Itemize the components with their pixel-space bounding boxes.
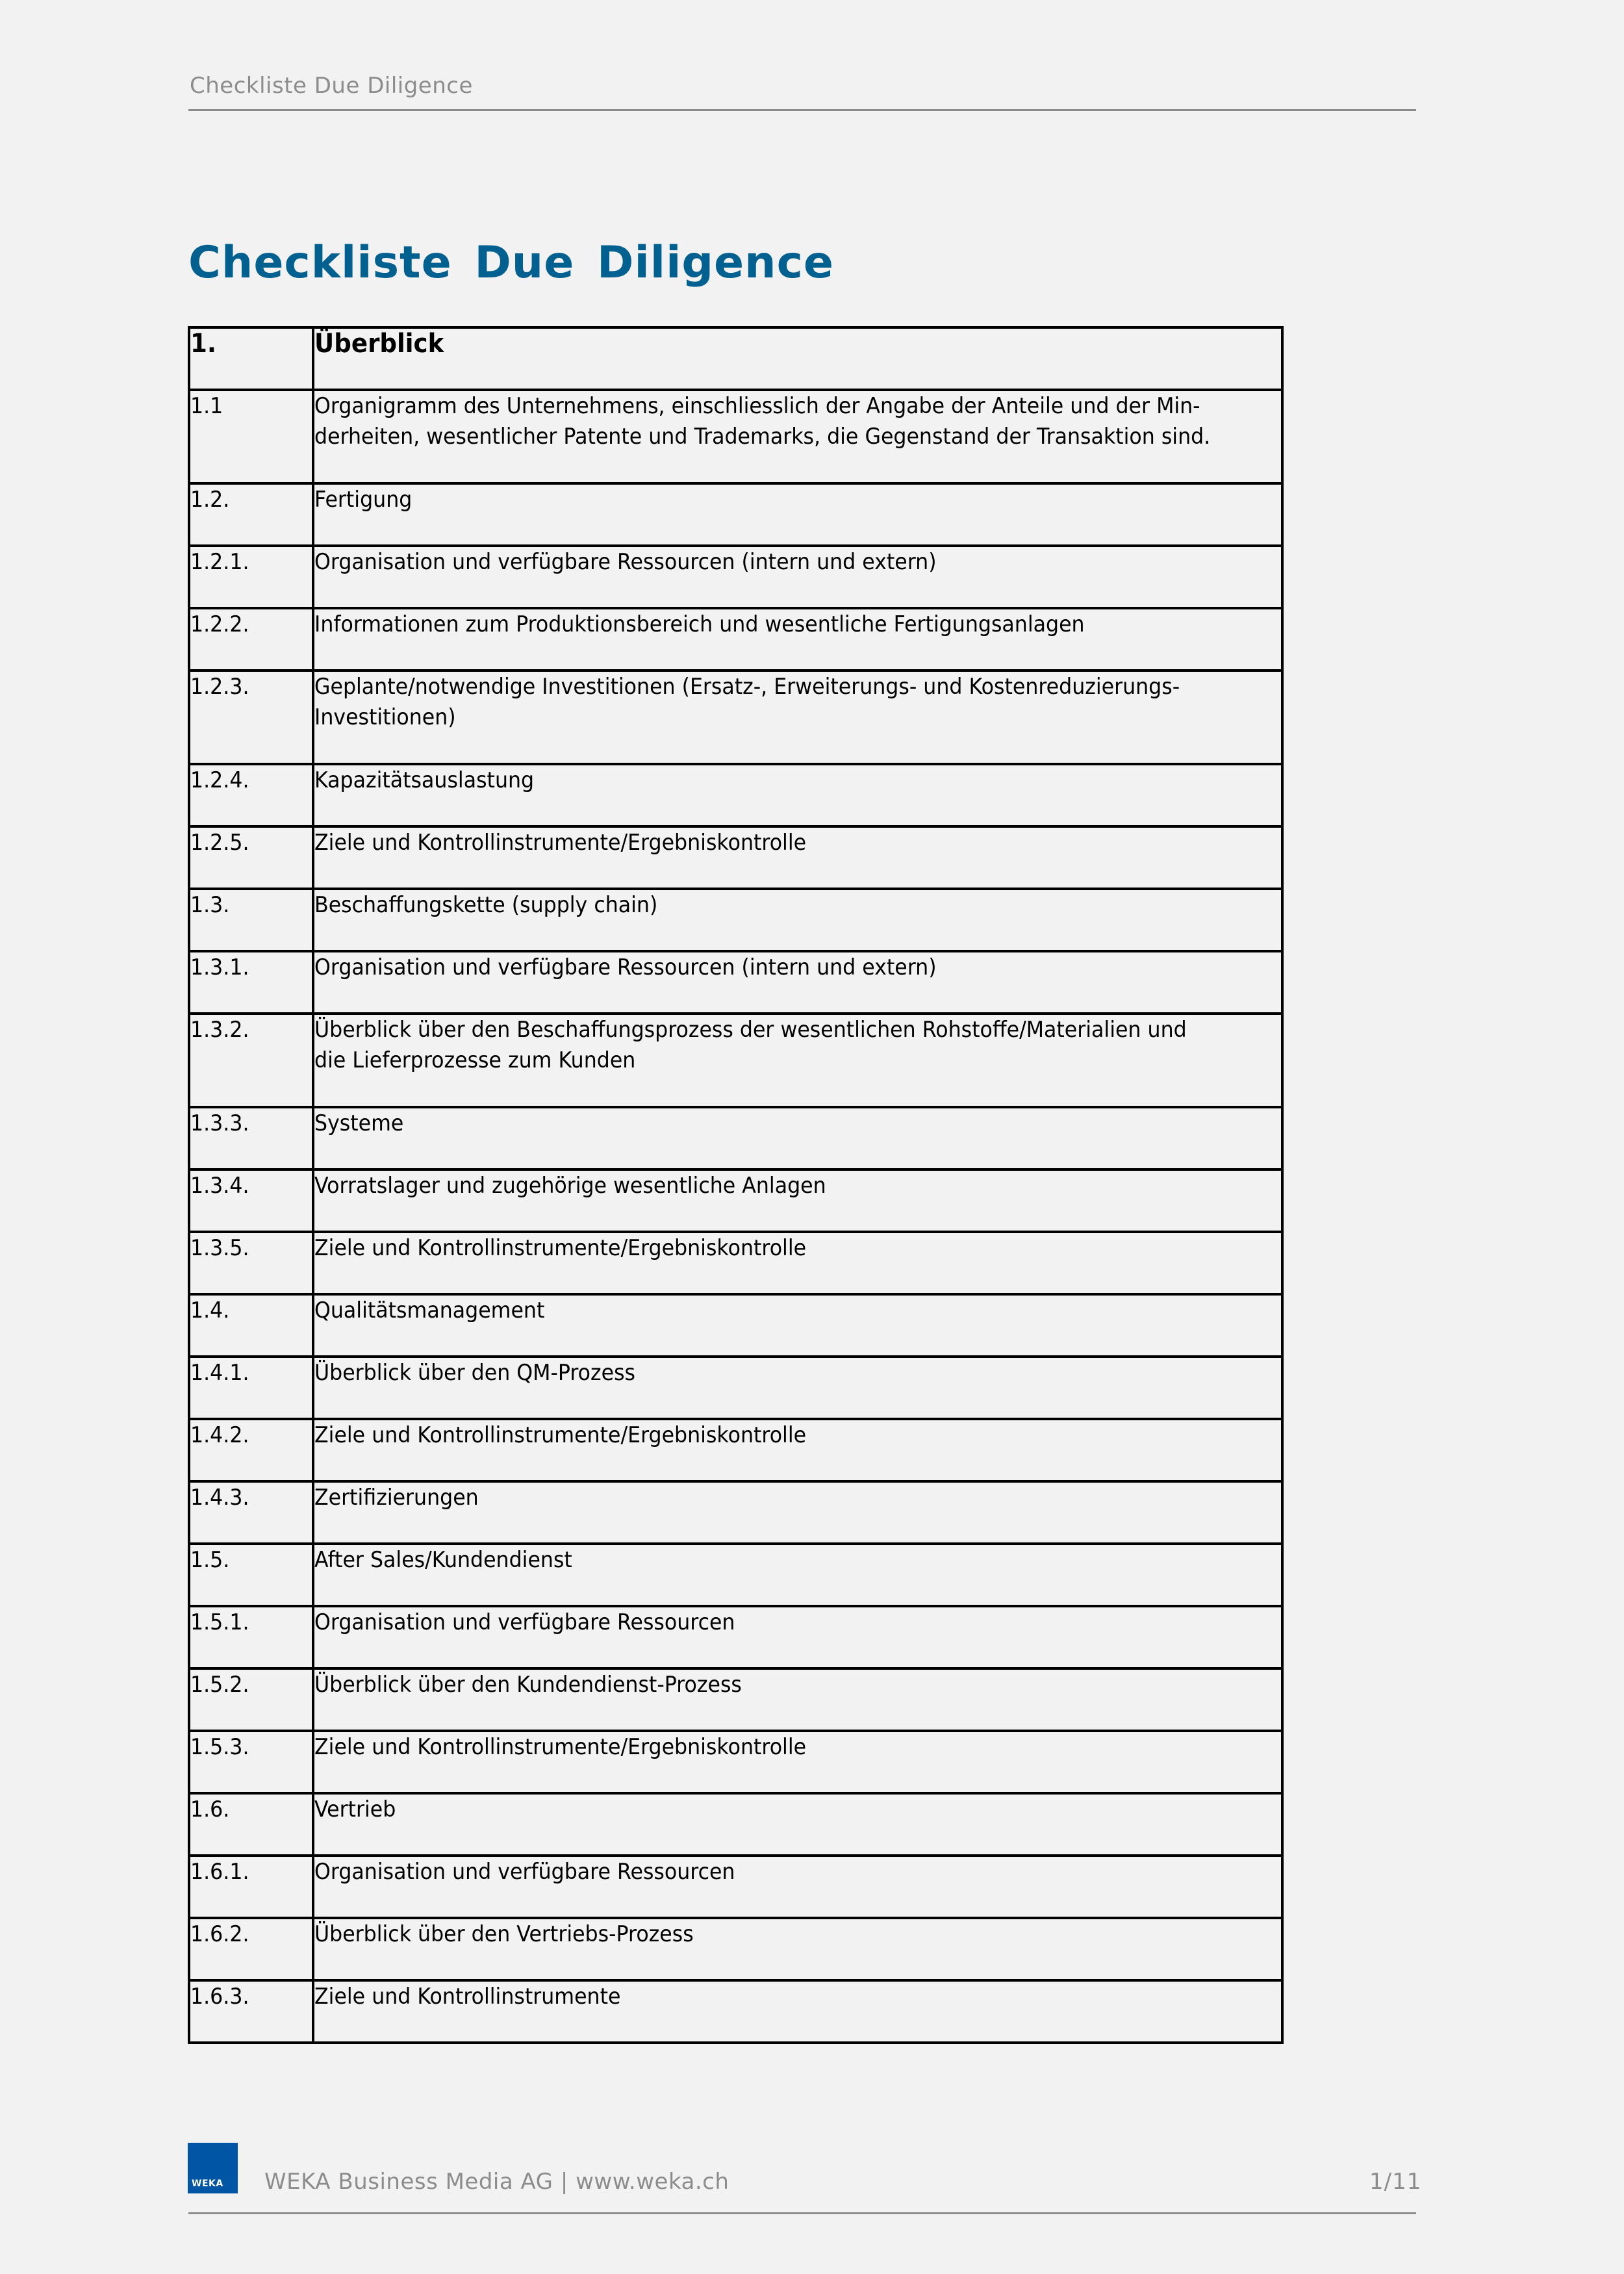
footer-divider — [188, 2212, 1416, 2214]
item-text: Organisation und verfügbare Ressourcen — [313, 1606, 1282, 1668]
item-number: 1.4.3. — [189, 1481, 313, 1544]
item-number: 1.3.2. — [189, 1014, 313, 1107]
table-row — [189, 1606, 1282, 1668]
item-number: 1.2.1. — [189, 546, 313, 608]
due-diligence-checklist-table — [188, 326, 1284, 2044]
item-text: Organigramm des Unternehmens, einschliesslich der Angabe der Anteile und der Min- derheiten, wesentlicher Patente und Trademarks, die Gegenstand der Transaktion sind. — [313, 390, 1282, 483]
item-text: Geplante/notwendige Investitionen (Ersatz-, Erweiterungs- und Kostenreduzierungs- Investitionen) — [313, 671, 1282, 764]
item-number: 1.5.3. — [189, 1731, 313, 1793]
item-number: 1.1 — [189, 390, 313, 483]
item-text: Organisation und verfügbare Ressourcen — [313, 1856, 1282, 1918]
item-number: 1.6. — [189, 1793, 313, 1856]
section-header-row — [189, 327, 1282, 390]
table-row — [189, 1014, 1282, 1107]
item-number: 1.2.4. — [189, 764, 313, 826]
item-text: Organisation und verfügbare Ressourcen (intern und extern) — [313, 951, 1282, 1014]
item-text: Ziele und Kontrollinstrumente/Ergebniskontrolle — [313, 826, 1282, 889]
item-number: 1.3.5. — [189, 1232, 313, 1294]
item-number: 1.2.5. — [189, 826, 313, 889]
section-number: 1. — [189, 327, 313, 390]
header-divider — [188, 109, 1416, 111]
table-row — [189, 826, 1282, 889]
item-number: 1.3. — [189, 889, 313, 951]
item-number: 1.3.1. — [189, 951, 313, 1014]
footer-company-text: WEKA Business Media AG | www.weka.ch — [264, 2169, 730, 2195]
table-row — [189, 1419, 1282, 1481]
item-text: Ziele und Kontrollinstrumente/Ergebniskontrolle — [313, 1232, 1282, 1294]
item-text: Beschaffungskette (supply chain) — [313, 889, 1282, 951]
table-row — [189, 1731, 1282, 1793]
item-text: Ziele und Kontrollinstrumente/Ergebniskontrolle — [313, 1419, 1282, 1481]
item-text: Überblick über den QM-Prozess — [313, 1357, 1282, 1419]
weka-logo — [188, 2143, 238, 2193]
item-text: Ziele und Kontrollinstrumente/Ergebniskontrolle — [313, 1731, 1282, 1793]
item-text: Vertrieb — [313, 1793, 1282, 1856]
table-row — [189, 1481, 1282, 1544]
item-number: 1.6.2. — [189, 1918, 313, 1980]
table-row — [189, 671, 1282, 764]
table-row — [189, 889, 1282, 951]
item-text: Organisation und verfügbare Ressourcen (intern und extern) — [313, 546, 1282, 608]
table-row — [189, 608, 1282, 671]
item-text: Vorratslager und zugehörige wesentliche Anlagen — [313, 1169, 1282, 1232]
item-text: Systeme — [313, 1107, 1282, 1169]
item-text: Überblick über den Beschaffungsprozess der wesentlichen Rohstoffe/Materialien und die Lieferprozesse zum Kunden — [313, 1014, 1282, 1107]
table-row — [189, 1793, 1282, 1856]
table-row — [189, 483, 1282, 546]
item-text: Kapazitätsauslastung — [313, 764, 1282, 826]
item-text: Überblick über den Vertriebs-Prozess — [313, 1918, 1282, 1980]
table-row — [189, 1169, 1282, 1232]
item-number: 1.2.3. — [189, 671, 313, 764]
table-row — [189, 1357, 1282, 1419]
item-text: Qualitätsmanagement — [313, 1294, 1282, 1357]
item-text: Zertifizierungen — [313, 1481, 1282, 1544]
item-number: 1.5.2. — [189, 1668, 313, 1731]
item-text: Fertigung — [313, 483, 1282, 546]
table-row — [189, 1294, 1282, 1357]
table-row — [189, 1668, 1282, 1731]
section-title: Überblick — [313, 327, 1282, 390]
table-row — [189, 390, 1282, 483]
item-number: 1.3.3. — [189, 1107, 313, 1169]
table-row — [189, 1856, 1282, 1918]
item-number: 1.4.1. — [189, 1357, 313, 1419]
item-text: After Sales/Kundendienst — [313, 1544, 1282, 1606]
table-row — [189, 1544, 1282, 1606]
page-number: 1/11 — [1369, 2169, 1422, 2195]
item-number: 1.6.1. — [189, 1856, 313, 1918]
item-text: Informationen zum Produktionsbereich und wesentliche Fertigungsanlagen — [313, 608, 1282, 671]
item-number: 1.2.2. — [189, 608, 313, 671]
table-row — [189, 951, 1282, 1014]
weka-logo-text: WEKA — [192, 2178, 223, 2189]
table-row — [189, 1232, 1282, 1294]
table-row — [189, 1980, 1282, 2043]
item-number: 1.6.3. — [189, 1980, 313, 2043]
item-number: 1.3.4. — [189, 1169, 313, 1232]
item-text: Ziele und Kontrollinstrumente — [313, 1980, 1282, 2043]
table-row — [189, 546, 1282, 608]
item-number: 1.5. — [189, 1544, 313, 1606]
item-text: Überblick über den Kundendienst-Prozess — [313, 1668, 1282, 1731]
table-row — [189, 764, 1282, 826]
table-row — [189, 1918, 1282, 1980]
item-number: 1.4.2. — [189, 1419, 313, 1481]
item-number: 1.4. — [189, 1294, 313, 1357]
table-row — [189, 1107, 1282, 1169]
item-number: 1.2. — [189, 483, 313, 546]
item-number: 1.5.1. — [189, 1606, 313, 1668]
running-header-title: Checkliste Due Diligence — [190, 73, 473, 99]
page-title: Checkliste Due Diligence — [188, 237, 835, 288]
